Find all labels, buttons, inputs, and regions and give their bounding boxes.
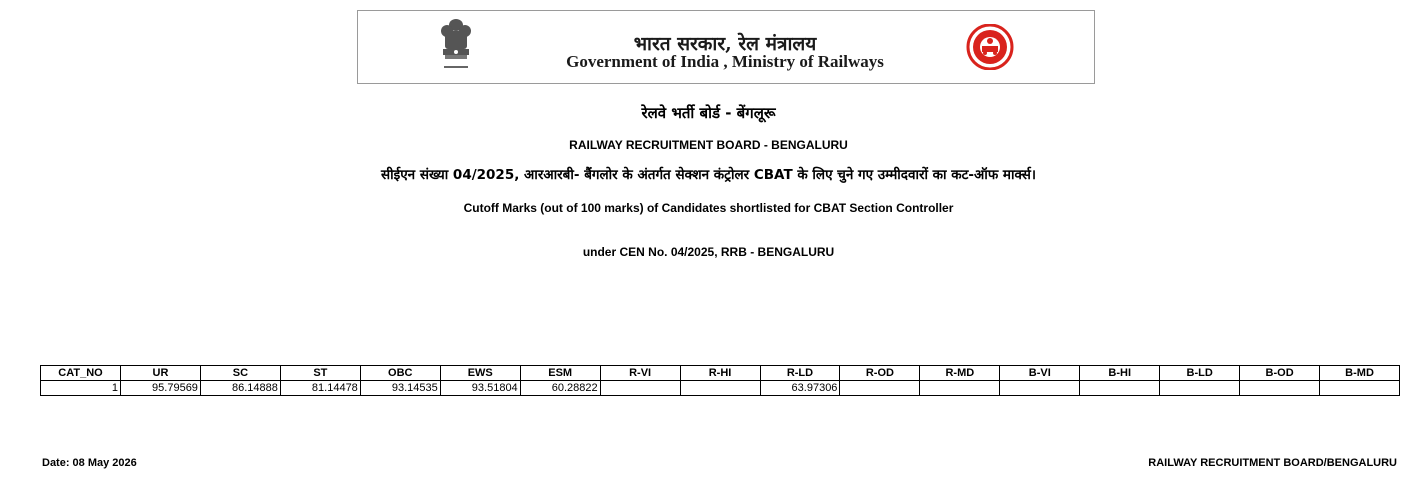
column-header: R-OD (840, 366, 920, 381)
table-cell (920, 381, 1000, 396)
column-header: SC (200, 366, 280, 381)
national-emblem-icon (436, 17, 476, 77)
notice-title-hindi: सीईएन संख्या 04/2025, आरआरबी- बैंगलोर के अंतर्गत सेक्शन कंट्रोलर CBAT के लिए चुने गए उम्मीदवारों का कट-ऑफ मार्क्स। (380, 167, 1037, 183)
table-cell: 95.79569 (121, 381, 201, 396)
table-header-row (41, 366, 1400, 381)
cutoff-table (40, 365, 1400, 396)
board-title-hindi: रेलवे भर्ती बोर्ड - बेंगलूरू (641, 104, 776, 122)
column-header: B-LD (1160, 366, 1240, 381)
table-cell: 93.51804 (440, 381, 520, 396)
column-header: B-MD (1320, 366, 1400, 381)
table-cell (1320, 381, 1400, 396)
table-cell (1160, 381, 1240, 396)
column-header: CAT_NO (41, 366, 121, 381)
column-header: R-HI (680, 366, 760, 381)
table-cell (600, 381, 680, 396)
column-header: B-OD (1240, 366, 1320, 381)
date-label: Date: 08 May 2026 (42, 457, 137, 469)
column-header: R-VI (600, 366, 680, 381)
column-header: UR (121, 366, 201, 381)
table-cell: 86.14888 (200, 381, 280, 396)
table-cell: 81.14478 (280, 381, 360, 396)
board-title-english: RAILWAY RECRUITMENT BOARD - BENGALURU (569, 138, 848, 152)
table-row (41, 381, 1400, 396)
table-cell (680, 381, 760, 396)
government-title-hindi: भारत सरकार, रेल मंत्रालय (633, 33, 817, 55)
table-cell: 60.28822 (520, 381, 600, 396)
column-header: B-HI (1080, 366, 1160, 381)
notice-title-english: Cutoff Marks (out of 100 marks) of Candidates shortlisted for CBAT Section Controller (463, 201, 954, 215)
signature-label: RAILWAY RECRUITMENT BOARD/BENGALURU (1148, 457, 1397, 469)
table-cell: 1 (41, 381, 121, 396)
column-header: EWS (440, 366, 520, 381)
column-header: B-VI (1000, 366, 1080, 381)
column-header: ST (280, 366, 360, 381)
cen-reference: under CEN No. 04/2025, RRB - BENGALURU (582, 245, 835, 259)
table-cell (1000, 381, 1080, 396)
column-header: OBC (360, 366, 440, 381)
table-cell: 93.14535 (360, 381, 440, 396)
table-cell (1240, 381, 1320, 396)
table-cell: 63.97306 (760, 381, 840, 396)
column-header: R-LD (760, 366, 840, 381)
column-header: R-MD (920, 366, 1000, 381)
indian-railways-logo-icon (964, 24, 1016, 70)
table-cell (1080, 381, 1160, 396)
table-cell (840, 381, 920, 396)
column-header: ESM (520, 366, 600, 381)
government-title-english: Government of India , Ministry of Railways (566, 52, 884, 71)
